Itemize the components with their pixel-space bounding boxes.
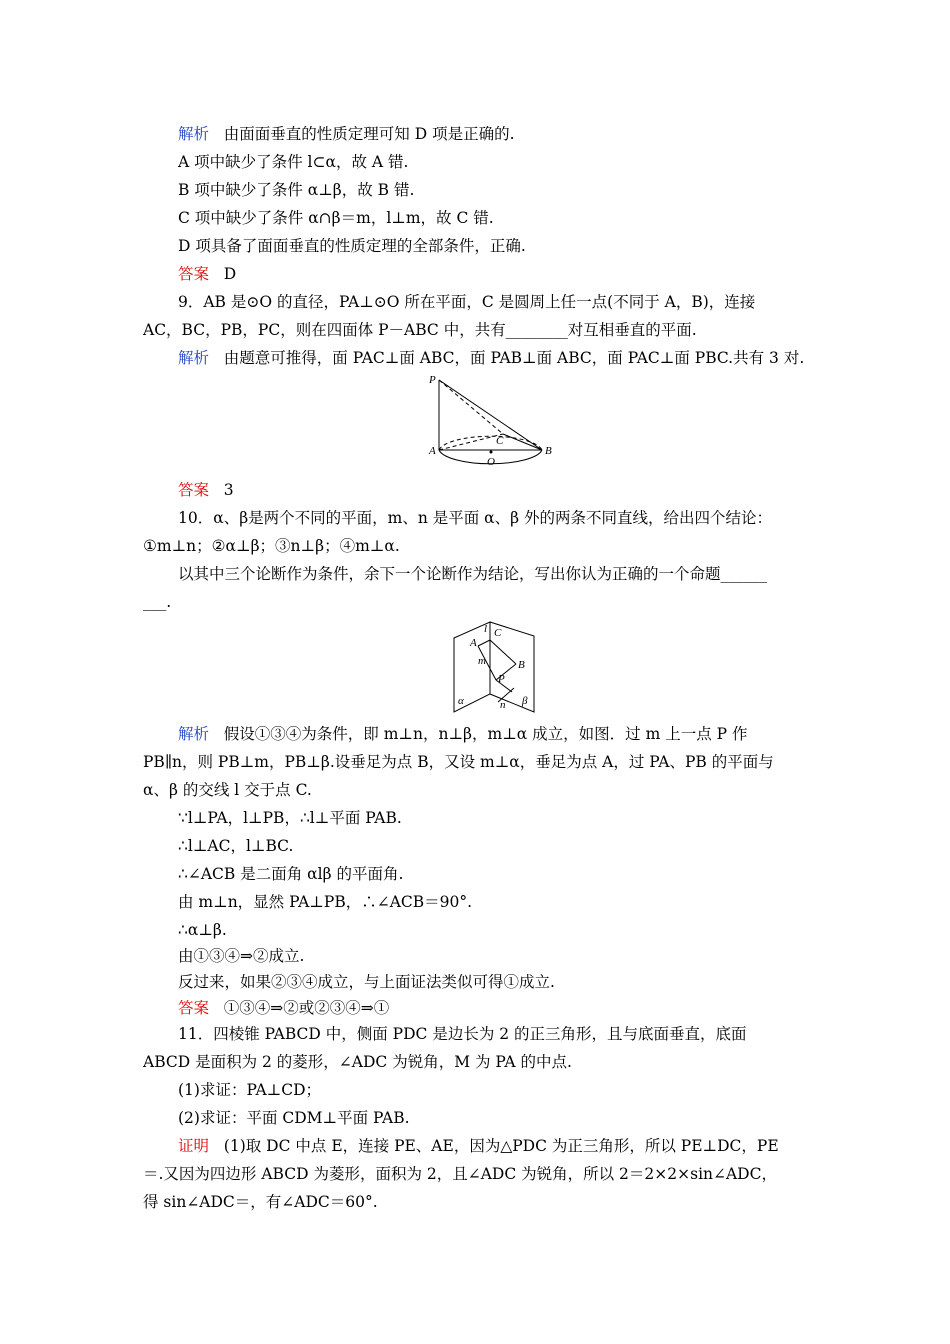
question-line: [143, 1052, 572, 1072]
proof-label: 证明: [178, 1137, 210, 1155]
line-text: ∴l⊥AC，l⊥BC.: [178, 837, 294, 855]
text-line: [178, 152, 408, 172]
question-line: [178, 508, 772, 528]
question-line: [178, 1108, 410, 1128]
question-line: [143, 536, 400, 556]
line-text: 得 sin∠ADC＝，有∠ADC＝60°.: [143, 1193, 378, 1211]
line-text: D 项具备了面面垂直的性质定理的全部条件，正确.: [178, 237, 526, 255]
question-line: [178, 292, 755, 312]
line-text: ①m⊥n；②α⊥β；③n⊥β；④m⊥α.: [143, 537, 400, 555]
text-line: [143, 780, 312, 800]
proof-line: [143, 1192, 378, 1212]
proof-line: [143, 1164, 777, 1184]
answer-line: [178, 480, 234, 500]
text-line: [178, 808, 402, 828]
line-text: ①③④⇒②或②③④⇒①: [223, 999, 390, 1017]
line-text: AC，BC，PB，PC，则在四面体 P－ABC 中，共有________对互相垂直的平面.: [143, 321, 697, 339]
answer-label: 答案: [178, 265, 210, 283]
analysis-line: [178, 348, 804, 368]
label-beta: β: [522, 695, 528, 707]
proof-line: [178, 1136, 779, 1156]
line-text: ＝.又因为四边形 ABCD 为菱形，面积为 2，且∠ADC 为锐角，所以 2＝2×2×sin∠ADC，: [143, 1165, 777, 1183]
label-c: C: [496, 435, 504, 447]
line-text: ___.: [143, 593, 172, 611]
question-line: [178, 564, 767, 584]
label-m: m: [478, 655, 486, 667]
analysis-label: 解析: [178, 125, 210, 143]
line-text: 由题意可推得，面 PAC⊥面 ABC，面 PAB⊥面 ABC，面 PAC⊥面 PBC.共有 3 对.: [223, 349, 805, 367]
line-text: 11．四棱锥 PABCD 中，侧面 PDC 是边长为 2 的正三角形，且与底面垂直，底面: [178, 1025, 747, 1043]
label-a: A: [429, 445, 436, 457]
label-b: B: [545, 445, 552, 457]
analysis-line-1: [178, 124, 515, 144]
text-line: [178, 946, 304, 966]
label-p: P: [498, 673, 505, 685]
analysis-line: [178, 724, 748, 744]
line-text: 由 m⊥n，显然 PA⊥PB，∴∠ACB＝90°.: [178, 893, 473, 911]
line-text: ABCD 是面积为 2 的菱形，∠ADC 为锐角，M 为 PA 的中点.: [143, 1053, 572, 1071]
line-text: ∵l⊥PA，l⊥PB，∴l⊥平面 PAB.: [178, 809, 402, 827]
planes-diagram: [448, 618, 548, 718]
line-text: (2)求证：平面 CDM⊥平面 PAB.: [178, 1109, 410, 1127]
text-line: [178, 236, 526, 256]
line-text: ∴∠ACB 是二面角 αlβ 的平面角.: [178, 865, 404, 883]
text-line: [178, 892, 472, 912]
line-text: (1)求证：PA⊥CD；: [178, 1081, 322, 1099]
question-line: [143, 320, 697, 340]
tetrahedron-diagram: [425, 372, 555, 472]
label-n: n: [500, 699, 506, 711]
answer-label: 答案: [178, 999, 210, 1017]
text-line: [178, 972, 555, 992]
line-text: A 项中缺少了条件 l⊂α，故 A 错.: [178, 153, 409, 171]
text-line: [178, 180, 414, 200]
line-text: 反过来，如果②③④成立，与上面证法类似可得①成立.: [178, 973, 555, 991]
line-text: 以其中三个论断作为条件，余下一个论断作为结论，写出你认为正确的一个命题______: [178, 565, 768, 583]
line-text: ∴α⊥β.: [178, 921, 227, 939]
label-l: l: [484, 623, 488, 635]
label-b: B: [518, 659, 525, 671]
answer-label: 答案: [178, 481, 210, 499]
label-alpha: α: [458, 695, 464, 707]
label-p: P: [429, 374, 436, 386]
label-o: O: [487, 456, 495, 468]
text-line: [178, 208, 494, 228]
line-text: PB∥n，则 PB⊥m，PB⊥β.设垂足为点 B，又设 m⊥α，垂足为点 A，过 PA、PB 的平面与: [143, 753, 774, 771]
label-a: A: [470, 637, 477, 649]
line-text: C 项中缺少了条件 α∩β＝m，l⊥m，故 C 错.: [178, 209, 494, 227]
figure-tetrahedron: [425, 372, 555, 472]
line-text: 9．AB 是⊙O 的直径，PA⊥⊙O 所在平面，C 是圆周上任一点(不同于 A，B)，连接: [178, 293, 756, 311]
text-line: [143, 752, 774, 772]
text-line: [178, 920, 227, 940]
line-text: α、β 的交线 l 交于点 C.: [143, 781, 312, 799]
label-c: C: [494, 627, 502, 639]
line-text: 假设①③④为条件，即 m⊥n，n⊥β，m⊥α 成立，如图．过 m 上一点 P 作: [223, 725, 748, 743]
analysis-label: 解析: [178, 725, 210, 743]
question-line: [178, 1024, 747, 1044]
answer-line: [178, 264, 236, 284]
text-line: [178, 836, 293, 856]
line-text: 由面面垂直的性质定理可知 D 项是正确的.: [223, 125, 515, 143]
line-text: 3: [223, 481, 234, 499]
analysis-label: 解析: [178, 349, 210, 367]
question-line: [143, 592, 171, 612]
answer-line: [178, 998, 389, 1018]
text-line: [178, 864, 403, 884]
question-line: [178, 1080, 321, 1100]
line-text: B 项中缺少了条件 α⊥β，故 B 错.: [178, 181, 415, 199]
line-text: D: [223, 265, 237, 283]
figure-planes: [448, 618, 548, 718]
line-text: 10．α、β是两个不同的平面，m、n 是平面 α、β 外的两条不同直线，给出四个结论：: [178, 509, 773, 527]
line-text: 由①③④⇒②成立.: [178, 947, 305, 965]
line-text: (1)取 DC 中点 E，连接 PE、AE，因为△PDC 为正三角形，所以 PE⊥DC，PE: [223, 1137, 779, 1155]
